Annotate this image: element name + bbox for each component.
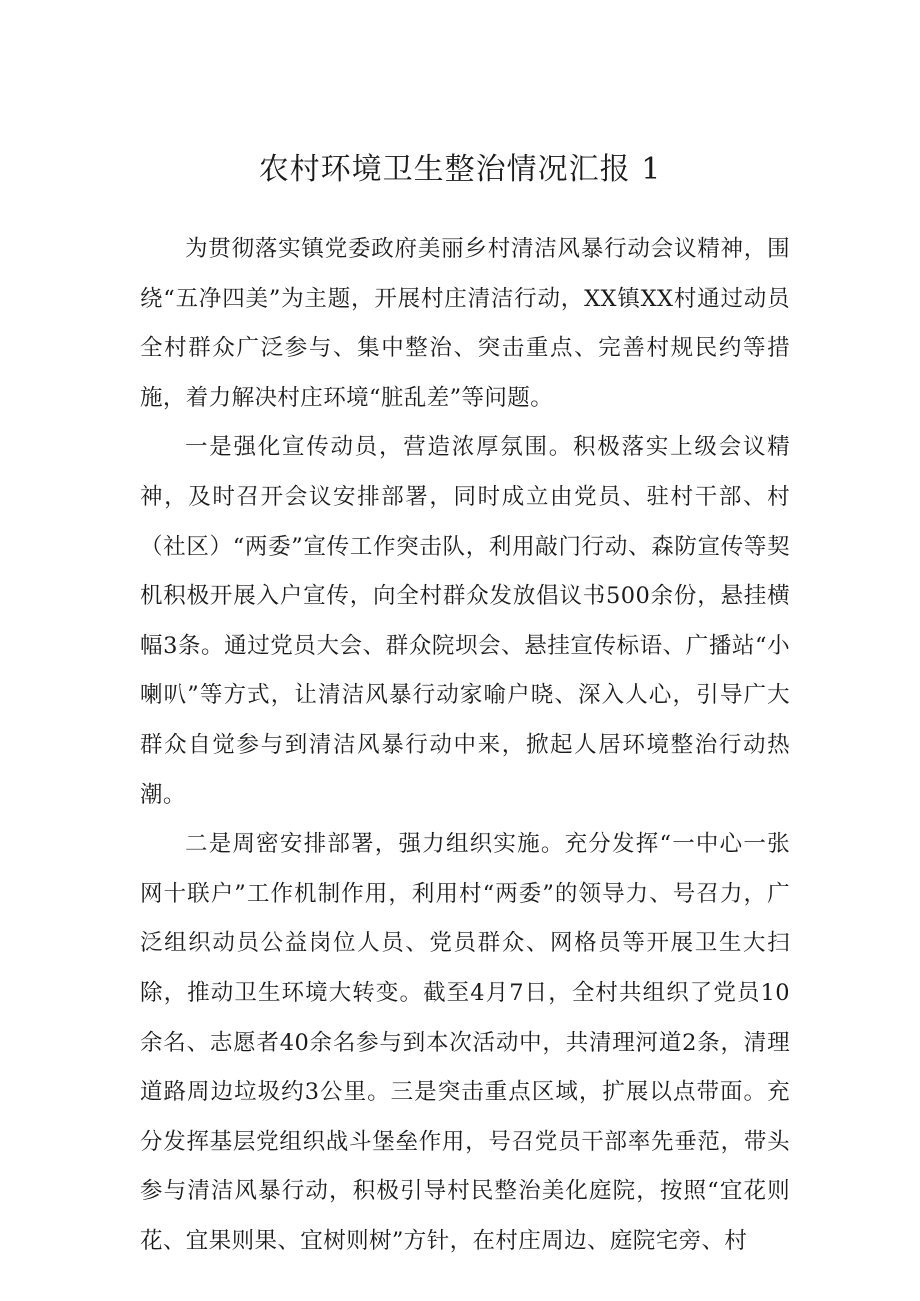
- paragraph-intro: 为贯彻落实镇党委政府美丽乡村清洁风暴行动会议精神，围绕“五净四美”为主题，开展村庄清洁行动，XX镇XX村通过动员全村群众广泛参与、集中整治、突击重点、完善村规民约等措施，着力解决村庄环境“脏乱差”等问题。: [140, 236, 790, 411]
- paragraph-publicity: 一是强化宣传动员，营造浓厚氛围。积极落实上级会议精神，及时召开会议安排部署，同时成立由党员、驻村干部、村（社区）“两委”宣传工作突击队，利用敲门行动、森防宣传等契机积极开展入户宣传，向全村群众发放倡议书500余份，悬挂横幅3条。通过党员大会、群众院坝会、悬挂宣传标语、广播站“小喇叭”等方式，让清洁风暴行动家喻户晓、深入人心，引导广大群众自觉参与到清洁风暴行动中来，掀起人居环境整治行动热潮。: [140, 434, 790, 808]
- paragraph-organization: 二是周密安排部署，强力组织实施。充分发挥“一中心一张网十联户”工作机制作用，利用村“两委”的领导力、号召力，广泛组织动员公益岗位人员、党员群众、网格员等开展卫生大扫除，推动卫生环境大转变。截至4月7日，全村共组织了党员10余名、志愿者40余名参与到本次活动中，共清理河道2条，清理道路周边垃圾约3公里。三是突击重点区域，扩展以点带面。充分发挥基层党组织战斗堡垒作用，号召党员干部率先垂范，带头参与清洁风暴行动，积极引导村民整治美化庭院，按照“宜花则花、宜果则果、宜树则树”方针，在村庄周边、庭院宅旁、村: [140, 831, 790, 1254]
- document-title: 农村环境卫生整治情况汇报 1: [258, 152, 662, 187]
- document-body: [140, 225, 790, 1266]
